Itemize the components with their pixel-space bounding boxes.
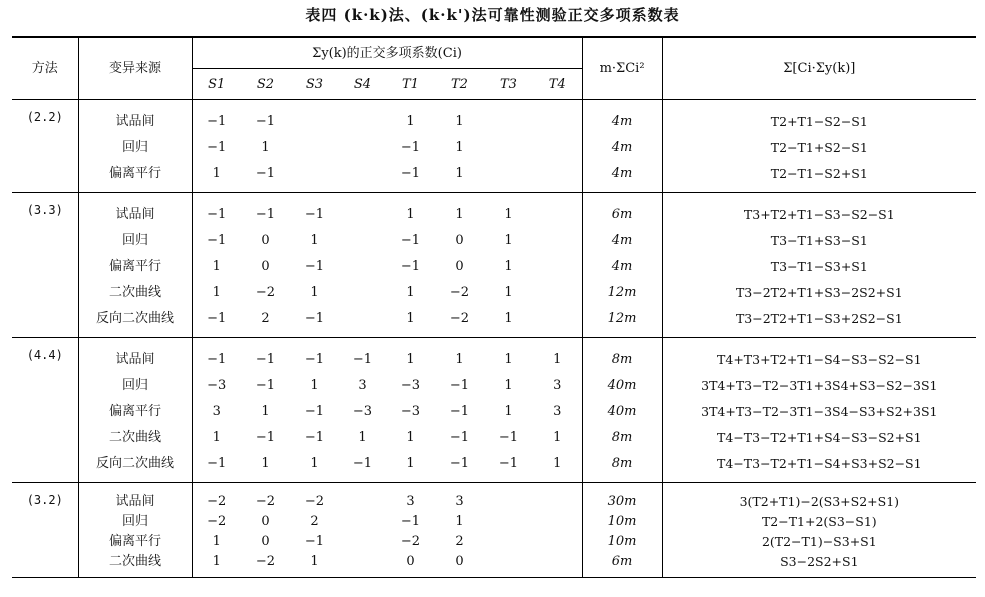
table-row [12,398,976,424]
s-coef-cell: 1 [192,551,241,578]
t-coef-cell: 1 [504,206,513,222]
s-coef-cell: 2 [241,305,290,338]
source-cell: 反向二次曲线 [78,450,192,483]
s-coef-cell: 1 [212,258,221,274]
s-coef-cell [339,227,386,253]
source-cell: 二次曲线 [78,279,192,305]
t-coef-cell: 0 [455,258,464,274]
header-coefficient-group: Σy(k)的正交多项系数(Ci) [192,37,582,69]
m-sum-cell: 4m [582,160,662,193]
s-coef-cell: 1 [358,429,367,445]
s-coef-cell: −2 [304,493,325,509]
s-coef-cell: 1 [192,160,241,193]
table-caption: 表四 (k·k)法、(k·k')法可靠性测验正交多项系数表 [305,6,680,24]
source-cell: 偏离平行 [78,160,192,193]
expression-cell: T2−T1+2(S3−S1) [761,513,877,529]
t-coef-cell: 1 [504,284,513,300]
expression-cell: T3−2T2+T1−S3+2S2−S1 [662,305,976,338]
t-coef-cell: −1 [449,377,470,393]
expression-cell: T2−T1+S2−S1 [770,139,868,155]
s-coef-cell [290,134,339,160]
s-coef-cell: −2 [255,493,276,509]
t-coef-cell: 1 [406,284,415,300]
t-coef-cell: −2 [435,305,484,338]
s-coef-cell [290,160,339,193]
table-row [12,193,976,228]
expression-cell: T4−T3−T2+T1−S4+S3+S2−S1 [662,450,976,483]
t-coef-cell: 1 [455,206,464,222]
source-cell: 试品间 [78,100,192,135]
source-cell: 回归 [78,511,192,531]
table-row [12,253,976,279]
s-coef-cell [339,193,386,228]
s-coef-cell: 0 [261,513,270,529]
expression-cell: T3−T1+S3−S1 [770,232,868,248]
expression-cell: T2+T1−S2−S1 [770,113,868,129]
t-coef-cell [484,160,533,193]
table-row [12,227,976,253]
s-coef-cell [339,511,386,531]
expression-cell: T3−T1−S3+S1 [770,258,868,274]
s-coef-cell [339,253,386,279]
source-cell: 试品间 [78,483,192,512]
s-coef-cell: 1 [241,450,290,483]
header-s-col: S2 [241,69,290,100]
s-coef-cell: −1 [304,533,325,549]
s-coef-cell [339,279,386,305]
m-sum-cell: 30m [582,483,662,512]
t-coef-cell: 1 [504,351,513,367]
s-coef-cell: 2 [310,513,319,529]
t-coef-cell [533,100,582,135]
source-cell: 回归 [78,227,192,253]
t-coef-cell: −1 [435,450,484,483]
t-coef-cell [484,100,533,135]
s-coef-cell: −1 [207,113,227,129]
t-coef-cell [533,253,582,279]
table-row [12,100,976,135]
header-method: 方法 [12,37,78,100]
t-coef-cell [533,531,582,551]
method-group [12,338,976,483]
source-cell: 反向二次曲线 [78,305,192,338]
source-cell: 回归 [78,134,192,160]
s-coef-cell [339,531,386,551]
table-row [12,424,976,450]
t-coef-cell: 1 [455,513,464,529]
s-coef-cell: −1 [192,305,241,338]
header-t-col: T4 [533,69,582,100]
s-coef-cell: 1 [212,533,221,549]
m-sum-cell: 8m [582,338,662,373]
s-coef-cell: −1 [207,351,227,367]
s-coef-cell: −1 [304,429,325,445]
method-cell: (3.3) [12,193,78,338]
t-coef-cell [533,511,582,531]
t-coef-cell: −1 [400,258,421,274]
s-coef-cell: 1 [310,377,319,393]
expression-cell: T4−T3−T2+T1+S4−S3−S2+S1 [717,429,922,445]
s-coef-cell [290,100,339,135]
t-coef-cell: 2 [455,533,464,549]
method-group [12,100,976,193]
s-coef-cell: 1 [212,284,221,300]
t-coef-cell: 1 [455,139,464,155]
table-row [12,450,976,483]
t-coef-cell: 1 [504,403,513,419]
s-coef-cell: −1 [304,351,325,367]
t-coef-cell: 1 [386,450,435,483]
table-row [12,372,976,398]
table-row [12,279,976,305]
m-sum-cell: 10m [582,531,662,551]
s-coef-cell: 1 [290,450,339,483]
s-coef-cell: 3 [212,403,221,419]
table-row [12,551,976,578]
table-row [12,338,976,373]
method-group [12,193,976,338]
m-sum-cell: 40m [582,398,662,424]
m-sum-cell: 12m [582,279,662,305]
method-group [12,483,976,578]
t-coef-cell: 1 [455,351,464,367]
coefficient-table [12,36,976,578]
t-coef-cell [484,134,533,160]
s-coef-cell [339,134,386,160]
t-coef-cell: 1 [504,232,513,248]
s-coef-cell: 1 [261,403,270,419]
s-coef-cell: −2 [255,284,276,300]
s-coef-cell: −1 [304,258,325,274]
source-cell: 偏离平行 [78,531,192,551]
m-sum-cell: 4m [582,134,662,160]
t-coef-cell [533,483,582,512]
t-coef-cell: 3 [406,493,415,509]
s-coef-cell [339,551,386,578]
expression-cell: 3T4+T3−T2−3T1−3S4−S3+S2+3S1 [701,403,938,419]
t-coef-cell: 3 [533,398,582,424]
s-coef-cell: 0 [261,258,270,274]
method-cell: (3.2) [12,483,78,578]
expression-cell: 2(T2−T1)−S3+S1 [761,533,877,549]
header-t-col: T1 [386,69,435,100]
s-coef-cell: 1 [310,232,319,248]
s-coef-cell: −1 [304,403,325,419]
t-coef-cell: −3 [400,403,421,419]
t-coef-cell [484,531,533,551]
s-coef-cell: −3 [352,403,373,419]
t-coef-cell: 1 [455,113,464,129]
t-coef-cell: 0 [435,551,484,578]
t-coef-cell: 1 [504,377,513,393]
source-cell: 二次曲线 [78,424,192,450]
t-coef-cell: 1 [533,424,582,450]
method-cell: (2.2) [12,100,78,193]
m-sum-cell: 8m [582,450,662,483]
m-sum-cell: 6m [582,193,662,228]
s-coef-cell: −1 [255,377,276,393]
expression-cell: 3T4+T3−T2−3T1+3S4+S3−S2−3S1 [701,377,938,393]
t-coef-cell [533,551,582,578]
header-source: 变异来源 [78,37,192,100]
t-coef-cell: 1 [406,206,415,222]
source-cell: 偏离平行 [78,398,192,424]
s-coef-cell: 0 [261,232,270,248]
m-sum-cell: 4m [582,253,662,279]
t-coef-cell: 1 [406,113,415,129]
s-coef-cell: −1 [352,351,373,367]
t-coef-cell: −1 [498,429,519,445]
m-sum-cell: 40m [582,372,662,398]
t-coef-cell [484,551,533,578]
s-coef-cell: −1 [255,206,276,222]
m-sum-cell: 4m [582,227,662,253]
source-cell: 二次曲线 [78,551,192,578]
expression-cell: T2−T1−S2+S1 [662,160,976,193]
s-coef-cell: −1 [304,206,325,222]
s-coef-cell: −1 [255,351,276,367]
s-coef-cell: 3 [358,377,367,393]
expression-cell: T4+T3+T2+T1−S4−S3−S2−S1 [717,351,922,367]
t-coef-cell: −1 [400,513,421,529]
header-m-sum: m·ΣCi² [582,37,662,100]
t-coef-cell: −1 [400,232,421,248]
s-coef-cell: −1 [192,450,241,483]
s-coef-cell: −2 [207,513,227,529]
t-coef-cell [533,160,582,193]
t-coef-cell: 1 [533,338,582,373]
t-coef-cell: 1 [406,351,415,367]
s-coef-cell: −2 [241,551,290,578]
t-coef-cell: −1 [386,160,435,193]
t-coef-cell: 3 [455,493,464,509]
t-coef-cell [484,483,533,512]
m-sum-cell: 10m [582,511,662,531]
t-coef-cell: 1 [533,450,582,483]
source-cell: 回归 [78,372,192,398]
t-coef-cell: 3 [533,372,582,398]
t-coef-cell: 1 [504,258,513,274]
t-coef-cell: 1 [435,160,484,193]
s-coef-cell [339,160,386,193]
s-coef-cell: 1 [261,139,270,155]
t-coef-cell: 0 [386,551,435,578]
t-coef-cell: −2 [449,284,470,300]
s-coef-cell: −1 [207,232,227,248]
s-coef-cell [339,483,386,512]
table-row [12,160,976,193]
s-coef-cell: −1 [207,206,227,222]
t-coef-cell [533,227,582,253]
m-sum-cell: 8m [582,424,662,450]
s-coef-cell: −1 [255,429,276,445]
t-coef-cell: −2 [400,533,421,549]
s-coef-cell: 0 [261,533,270,549]
table-row [12,531,976,551]
s-coef-cell: −3 [207,377,227,393]
t-coef-cell: 0 [455,232,464,248]
source-cell: 试品间 [78,338,192,373]
m-sum-cell: 4m [582,100,662,135]
method-cell: (4.4) [12,338,78,483]
header-s-col: S3 [290,69,339,100]
t-coef-cell: −1 [449,429,470,445]
table-row [12,305,976,338]
header-expression: Σ[Ci·Σy(k)] [662,37,976,100]
s-coef-cell: −1 [290,305,339,338]
s-coef-cell [339,100,386,135]
t-coef-cell: −1 [484,450,533,483]
t-coef-cell: 1 [484,305,533,338]
table-row [12,511,976,531]
s-coef-cell: −2 [207,493,227,509]
s-coef-cell: 1 [290,551,339,578]
expression-cell: 3(T2+T1)−2(S3+S2+S1) [739,493,900,509]
table-row [12,134,976,160]
header-t-col: T3 [484,69,533,100]
table-row [12,483,976,512]
s-coef-cell: −1 [339,450,386,483]
header-t-col: T2 [435,69,484,100]
expression-cell: T3+T2+T1−S3−S2−S1 [743,206,895,222]
source-cell: 试品间 [78,193,192,228]
s-coef-cell: −1 [241,160,290,193]
t-coef-cell: 1 [386,305,435,338]
expression-cell: T3−2T2+T1+S3−2S2+S1 [735,284,903,300]
header-s-col: S1 [192,69,241,100]
t-coef-cell [533,134,582,160]
s-coef-cell: −1 [255,113,276,129]
m-sum-cell: 12m [582,305,662,338]
s-coef-cell: 1 [212,429,221,445]
t-coef-cell [533,193,582,228]
t-coef-cell [484,511,533,531]
source-cell: 偏离平行 [78,253,192,279]
header-s-col: S4 [339,69,386,100]
m-sum-cell: 6m [582,551,662,578]
s-coef-cell: −1 [207,139,227,155]
t-coef-cell: −1 [400,139,421,155]
s-coef-cell: 1 [310,284,319,300]
expression-cell: S3−2S2+S1 [662,551,976,578]
t-coef-cell: −1 [449,403,470,419]
t-coef-cell: 1 [406,429,415,445]
s-coef-cell [339,305,386,338]
t-coef-cell: −3 [400,377,421,393]
t-coef-cell [533,305,582,338]
t-coef-cell [533,279,582,305]
